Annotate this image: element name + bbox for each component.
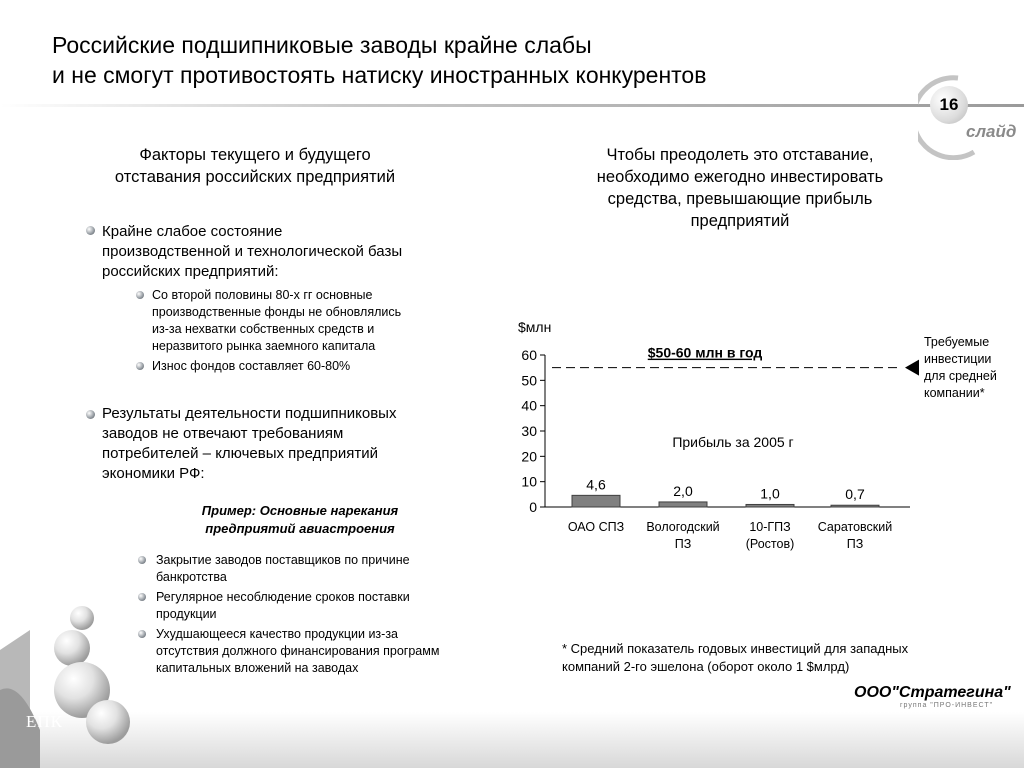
bar — [746, 504, 794, 507]
sub-bullet-line: неразвитого рынка заемного капитала — [152, 339, 376, 353]
bullet-line: заводов не отвечают требованиям — [102, 425, 344, 442]
company-logo: ООО"Стратегина" — [854, 684, 1011, 701]
sub-bullet-dot-icon — [136, 291, 144, 299]
slide-title — [52, 30, 706, 90]
y-tick-label: 60 — [521, 347, 537, 363]
reference-label: $50-60 млн в год — [647, 344, 763, 361]
decorative-balls-icon — [0, 590, 130, 768]
right-heading — [540, 144, 940, 232]
sub-bullet-funds — [152, 287, 452, 355]
y-tick-label: 50 — [521, 372, 537, 389]
sub-bullet-dot-icon — [138, 593, 146, 601]
right-heading-line: средства, превышающие прибыль — [607, 190, 873, 208]
y-tick-label: 30 — [521, 423, 537, 439]
example-item-line: банкротства — [156, 570, 227, 584]
example-item-line: отсутствия должного финансирования программ — [156, 644, 440, 658]
example-item-line: Ухудшающееся качество продукции из-за — [156, 627, 399, 641]
series-label: Прибыль за 2005 г — [672, 434, 794, 450]
bullet-dot-icon — [86, 410, 95, 419]
slide-number: 16 — [930, 86, 968, 124]
footnote — [562, 640, 982, 676]
sub-bullet-wear: Износ фондов составляет 60-80% — [152, 359, 351, 373]
category-label: (Ростов) — [745, 537, 795, 551]
example-item-line: Закрытие заводов поставщиков по причине — [156, 553, 410, 567]
bullet-results — [102, 404, 462, 484]
bullet-line: Результаты деятельности подшипниковых — [102, 405, 397, 422]
example-item-line: продукции — [156, 607, 217, 621]
bottom-band — [0, 712, 1024, 768]
left-heading-line-1: Факторы текущего и будущего — [139, 146, 371, 164]
example-line-2: предприятий авиастроения — [205, 521, 395, 536]
example-item-quality — [156, 626, 486, 677]
required-investment-note — [924, 334, 1020, 402]
sub-bullet-dot-icon — [136, 362, 144, 370]
y-tick-label: 10 — [521, 473, 537, 490]
category-label: ПЗ — [674, 537, 692, 551]
bar — [659, 502, 707, 507]
y-tick-label: 0 — [529, 499, 537, 515]
y-tick-label: 40 — [521, 397, 537, 414]
investment-bar-chart — [500, 310, 920, 560]
reference-arrow-icon — [905, 360, 919, 376]
bullet-line: потребителей – ключевых предприятий — [102, 445, 378, 462]
bar-value-label: 2,0 — [673, 482, 693, 499]
epk-logo-text: ЕПК — [26, 712, 63, 731]
example-item-line: капитальных вложений на заводах — [156, 661, 359, 675]
right-heading-line: предприятий — [690, 212, 790, 230]
bullet-dot-icon — [86, 226, 95, 235]
right-heading-line: Чтобы преодолеть это отставание, — [606, 146, 874, 164]
slide-word: слайд — [966, 122, 1017, 141]
y-tick-label: 20 — [521, 448, 537, 465]
footnote-line-1: * Средний показатель годовых инвестиций для западных — [562, 641, 909, 656]
sub-bullet-line: из-за нехватки собственных средств и — [152, 322, 375, 336]
category-label: 10-ГПЗ — [749, 520, 791, 534]
category-label: Саратовский — [817, 520, 893, 534]
note-line: для средней — [924, 369, 997, 383]
y-axis-label: $млн — [518, 319, 552, 335]
note-line: Требуемые — [924, 335, 990, 349]
sub-bullet-dot-icon — [138, 556, 146, 564]
example-item-line: Регулярное несоблюдение сроков поставки — [156, 590, 410, 604]
category-label: ПЗ — [846, 537, 864, 551]
bar-value-label: 1,0 — [760, 485, 780, 502]
category-label: ОАО СПЗ — [567, 520, 625, 534]
left-heading-line-2: отставания российских предприятий — [114, 168, 396, 186]
company-logo-subtitle: группа "ПРО-ИНВЕСТ" — [900, 702, 994, 709]
footnote-line-2: компаний 2-го эшелона (оборот около 1 $млрд) — [562, 659, 850, 674]
title-line-1: Российские подшипниковые заводы крайне слабы — [52, 32, 592, 58]
title-divider — [0, 104, 1024, 107]
category-label: Вологодский — [646, 520, 720, 534]
example-heading — [160, 502, 440, 538]
note-line: компании* — [924, 386, 985, 400]
bullet-line: производственной и технологической базы — [102, 243, 403, 260]
example-item-closures — [156, 552, 486, 586]
bar — [831, 505, 879, 507]
example-line-1: Пример: Основные нарекания — [201, 503, 399, 518]
bar — [572, 495, 620, 507]
note-line: инвестиции — [924, 352, 992, 366]
sub-bullet-line: Со второй половины 80-х гг основные — [152, 288, 373, 302]
left-heading — [60, 144, 450, 188]
sub-bullet-dot-icon — [138, 630, 146, 638]
sub-bullet-line: производственные фонды не обновлялись — [152, 305, 402, 319]
bar-value-label: 0,7 — [845, 486, 865, 503]
bullet-line: российских предприятий: — [102, 263, 279, 280]
example-item-delays — [156, 589, 486, 623]
bullet-line: Крайне слабое состояние — [102, 223, 283, 240]
bullet-line: экономики РФ: — [102, 465, 205, 482]
bullet-weak-base — [102, 222, 462, 282]
bar-value-label: 4,6 — [586, 476, 606, 493]
title-line-2: и не смогут противостоять натиску иностранных конкурентов — [52, 62, 707, 88]
right-heading-line: необходимо ежегодно инвестировать — [596, 168, 884, 186]
